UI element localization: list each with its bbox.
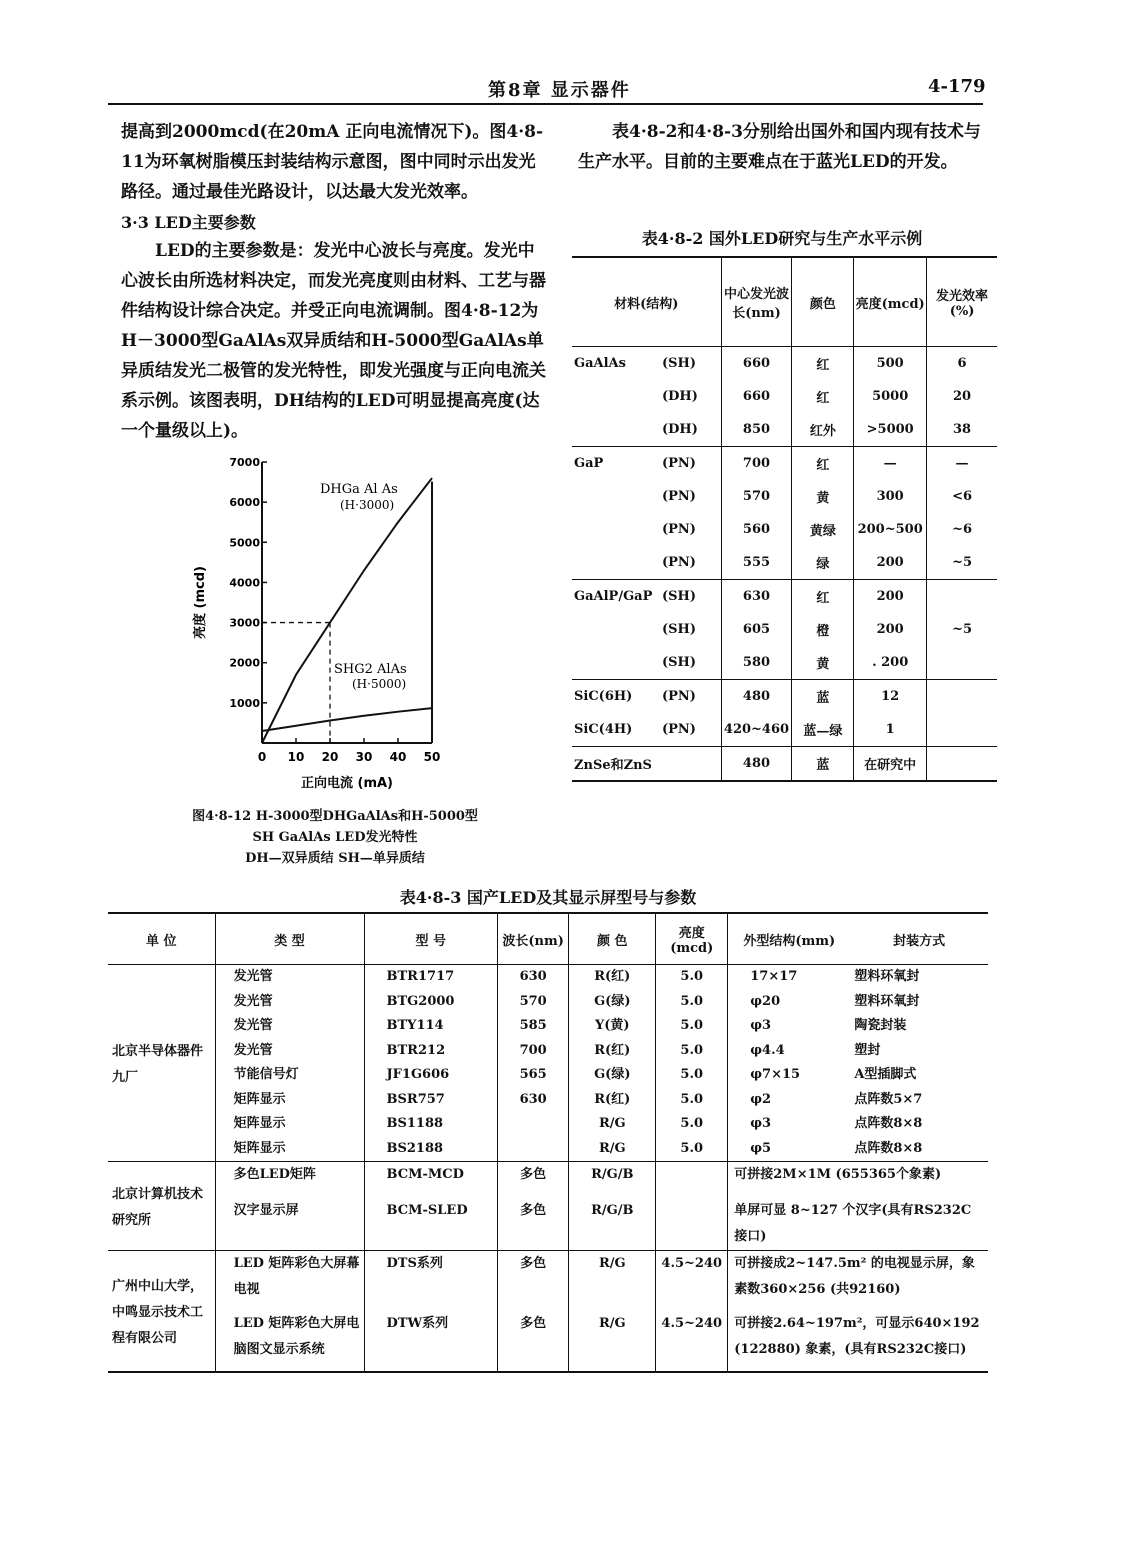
package-cell: 点阵数8×8	[854, 1116, 923, 1131]
efficiency-cell	[927, 747, 997, 782]
structure-type: (PN)	[662, 722, 696, 737]
wavelength-cell: 605	[721, 613, 792, 646]
model-cell: BTR1717	[364, 965, 497, 990]
wavelength-cell: 700	[721, 447, 792, 481]
wavelength-cell: 585	[497, 1014, 568, 1039]
table2-header-cell: 中心发光波长(nm)	[721, 257, 792, 347]
wavelength-cell: 630	[497, 965, 568, 990]
efficiency-cell	[927, 680, 997, 714]
y-tick-label: 1000	[229, 696, 260, 710]
color-cell: G(绿)	[569, 1063, 656, 1088]
wavelength-cell: 570	[497, 990, 568, 1015]
brightness-cell: 500	[854, 347, 927, 381]
x-tick-label: 20	[321, 750, 339, 764]
table-row	[108, 1014, 988, 1039]
wavelength-cell: 850	[721, 413, 792, 447]
efficiency-cell	[927, 580, 997, 614]
series-note-2: (H·5000)	[352, 677, 407, 691]
wavelength-cell: 555	[721, 546, 792, 580]
efficiency-cell	[927, 646, 997, 680]
figure-caption	[145, 806, 525, 869]
package-cell: 塑封	[854, 1042, 881, 1058]
structure-type: (SH)	[662, 589, 696, 604]
table2-container	[572, 256, 997, 782]
model-cell: BSR757	[364, 1088, 497, 1113]
table3-header-cell: 颜 色	[569, 913, 656, 965]
brightness-cell: 4.5~240	[656, 1251, 728, 1312]
structure-type: (PN)	[662, 522, 696, 537]
right-paragraph-1: 表4·8-2和4·8-3分别给出国外和国内现有技术与生产水平。目前的主要难点在于蓝光LED的开发。	[578, 122, 981, 172]
efficiency-cell: —	[927, 447, 997, 481]
wavelength-cell: 570	[721, 480, 792, 513]
table-row	[572, 546, 997, 580]
material-name: SiC(6H)	[574, 689, 633, 704]
description-cell: 单屏可显 8~127 个汉字(具有RS232C接口)	[728, 1198, 988, 1251]
color-cell: R(红)	[569, 1088, 656, 1113]
x-tick-label: 30	[355, 750, 373, 764]
table3-container	[108, 912, 988, 1373]
wavelength-cell: 480	[721, 680, 792, 714]
color-cell: R/G	[569, 1137, 656, 1162]
wavelength-cell: 630	[721, 580, 792, 614]
description-cell: 可拼接成2~147.5m² 的电视显示屏，象素数360×256 (共92160)	[728, 1251, 988, 1312]
brightness-cell: 5.0	[656, 990, 728, 1015]
material-cell	[572, 613, 721, 646]
table-row	[108, 1063, 988, 1088]
table-row	[108, 1088, 988, 1113]
color-cell: 黄绿	[792, 513, 854, 546]
brightness-cell	[656, 1198, 728, 1251]
brightness-cell: 1	[854, 713, 927, 747]
wavelength-cell: 420~460	[721, 713, 792, 747]
left-paragraph-2: LED的主要参数是：发光中心波长与亮度。发光中心波长由所选材料决定，而发光亮度则由材料、工艺与器件结构设计综合决定。并受正向电流调制。图4·8-12为H－3000型GaAlAs双异质结和H-5000型GaAlAs单异质结发光二极管的发光特性，即发光强度与正向电流关系示例。该图表明，DH结构的LED可明显提高亮度(达一个量级以上)。	[121, 241, 546, 441]
x-tick-label: 10	[287, 750, 305, 764]
series-label-1: DHGa Al As	[320, 482, 398, 497]
color-cell: 绿	[792, 546, 854, 580]
brightness-cell: 5.0	[656, 1088, 728, 1113]
efficiency-cell: 6	[927, 347, 997, 381]
brightness-cell: 300	[854, 480, 927, 513]
material-cell	[572, 646, 721, 680]
color-cell: Y(黄)	[569, 1014, 656, 1039]
chapter-heading: 第8章 显示器件	[488, 80, 631, 101]
type-cell: 发光管	[215, 1014, 364, 1039]
wavelength-cell	[497, 1137, 568, 1162]
wavelength-cell: 多色	[497, 1251, 568, 1312]
color-cell: R(红)	[569, 965, 656, 990]
wavelength-cell	[497, 1112, 568, 1137]
wavelength-cell: 660	[721, 380, 792, 413]
table2	[572, 256, 997, 782]
color-cell: R(红)	[569, 1039, 656, 1064]
material-cell	[572, 480, 721, 513]
shape-cell: φ3	[728, 1014, 851, 1039]
y-tick-label: 5000	[229, 536, 260, 550]
table-row	[108, 1198, 988, 1251]
type-cell: 矩阵显示	[215, 1137, 364, 1162]
table-row	[108, 1112, 988, 1137]
brightness-cell: 5.0	[656, 1112, 728, 1137]
table-row	[108, 1137, 988, 1162]
color-cell: R/G	[569, 1251, 656, 1312]
table2-header-cell: 材料(结构)	[614, 296, 679, 312]
brightness-cell: 5.0	[656, 1137, 728, 1162]
y-tick-label: 3000	[229, 616, 260, 630]
structure-type: (DH)	[662, 422, 698, 437]
table-row	[572, 646, 997, 680]
efficiency-cell: ~5	[927, 546, 997, 580]
color-cell: 红	[792, 447, 854, 481]
brightness-cell: 12	[854, 680, 927, 714]
shape-cell: φ2	[728, 1088, 851, 1113]
model-cell: DTS系列	[364, 1251, 497, 1312]
x-axis-label: 正向电流 (mA)	[300, 776, 394, 790]
material-cell	[572, 713, 721, 747]
material-cell	[572, 413, 721, 447]
efficiency-cell: ~5	[927, 613, 997, 646]
package-cell: 塑料环氧封	[854, 993, 920, 1009]
color-cell: 蓝	[792, 680, 854, 714]
efficiency-cell: 38	[927, 413, 997, 447]
table-row	[108, 1039, 988, 1064]
figure-caption-line-3: DH—双异质结 SH—单异质结	[245, 851, 425, 866]
color-cell: G(绿)	[569, 990, 656, 1015]
type-cell: 汉字显示屏	[215, 1198, 364, 1251]
x-tick-label: 50	[423, 750, 441, 764]
type-cell: 多色LED矩阵	[215, 1162, 364, 1199]
material-name: ZnSe和ZnS	[574, 758, 652, 773]
table-row	[572, 713, 997, 747]
material-cell	[572, 347, 721, 381]
unit-cell: 北京半导体器件九厂	[112, 1044, 204, 1085]
table-row	[572, 347, 997, 381]
description-cell: 可拼接2.64~197m²，可显示640×192 (122880) 象素，(具有RS232C接口)	[728, 1311, 988, 1372]
series-line-1	[262, 478, 432, 743]
material-cell	[572, 513, 721, 546]
structure-type: (PN)	[662, 689, 696, 704]
color-cell: R/G/B	[569, 1162, 656, 1199]
shape-cell: φ7×15	[728, 1063, 851, 1088]
structure-type: (SH)	[662, 655, 696, 670]
material-name: GaAlAs	[574, 356, 626, 371]
model-cell: BCM-SLED	[364, 1198, 497, 1251]
package-cell: A型插脚式	[854, 1067, 917, 1082]
description-cell: 可拼接2M×1M (655365个象素)	[728, 1162, 988, 1199]
structure-type: (SH)	[662, 622, 696, 637]
brightness-cell: 200	[854, 613, 927, 646]
y-tick-label: 7000	[229, 456, 260, 469]
shape-cell: φ4.4	[728, 1039, 851, 1064]
brightness-cell: 200	[854, 546, 927, 580]
table2-title: 表4·8-2 国外LED研究与生产水平示例	[641, 229, 923, 248]
table2-header-cell: 发光效率(%)	[927, 257, 997, 347]
figure-caption-line-1: 图4·8-12 H-3000型DHGaAlAs和H-5000型	[192, 809, 478, 824]
efficiency-cell: ~6	[927, 513, 997, 546]
unit-cell: 北京计算机技术研究所	[112, 1187, 204, 1228]
efficiency-cell: 20	[927, 380, 997, 413]
color-cell: R/G	[569, 1311, 656, 1372]
table3-header-cell: 单 位	[146, 933, 177, 949]
brightness-cell: 5.0	[656, 1063, 728, 1088]
material-cell	[572, 380, 721, 413]
table3-header-cell: 类 型	[215, 913, 364, 965]
table3-title: 表4·8-3 国产LED及其显示屏型号与参数	[399, 888, 697, 907]
type-cell: 矩阵显示	[215, 1088, 364, 1113]
material-name: GaAlP/GaP	[574, 589, 653, 604]
table3-header-cell: 型 号	[364, 913, 497, 965]
color-cell: 蓝	[792, 747, 854, 782]
shape-cell: φ3	[728, 1112, 851, 1137]
figure-caption-line-2: SH GaAlAs LED发光特性	[252, 830, 418, 845]
y-tick-label: 6000	[229, 496, 260, 510]
table2-header-cell: 颜色	[792, 257, 854, 347]
header-rule	[108, 103, 983, 105]
color-cell: 黄	[792, 646, 854, 680]
table-row	[572, 380, 997, 413]
table-row	[572, 480, 997, 513]
structure-type: (PN)	[662, 555, 696, 570]
type-cell: 发光管	[215, 965, 364, 990]
shape-cell: φ5	[728, 1137, 851, 1162]
model-cell: DTW系列	[364, 1311, 497, 1372]
wavelength-cell: 700	[497, 1039, 568, 1064]
table3-header-cell: 亮度(mcd)	[656, 913, 728, 965]
material-name: GaP	[574, 456, 604, 471]
y-tick-label: 4000	[229, 576, 260, 590]
type-cell: 发光管	[215, 1039, 364, 1064]
color-cell: 红	[792, 580, 854, 614]
brightness-cell: 5000	[854, 380, 927, 413]
wavelength-cell: 多色	[497, 1198, 568, 1251]
table-row	[108, 1251, 988, 1312]
table3-header-cell: 封装方式	[893, 933, 946, 949]
x-tick-label: 0	[257, 750, 267, 764]
brightness-cell: 5.0	[656, 1039, 728, 1064]
structure-type: (PN)	[662, 456, 696, 471]
model-cell: BCM-MCD	[364, 1162, 497, 1199]
type-cell: LED 矩阵彩色大屏电脑图文显示系统	[215, 1311, 364, 1372]
table3	[108, 912, 988, 1373]
brightness-cell: 5.0	[656, 965, 728, 990]
wavelength-cell: 多色	[497, 1162, 568, 1199]
y-axis-label: 亮度 (mcd)	[193, 566, 208, 639]
series-note-1: (H·3000)	[340, 498, 395, 512]
table-row	[108, 965, 988, 990]
structure-type: (DH)	[662, 389, 698, 404]
table3-header-cell: 波长(nm)	[497, 913, 568, 965]
wavelength-cell: 480	[721, 747, 792, 782]
table-row	[572, 680, 997, 714]
color-cell: 蓝—绿	[792, 713, 854, 747]
brightness-cell: 在研究中	[854, 747, 927, 782]
material-cell	[572, 580, 721, 614]
section-heading: 3·3 LED主要参数	[121, 213, 256, 232]
wavelength-cell: 580	[721, 646, 792, 680]
brightness-cell: 200~500	[854, 513, 927, 546]
wavelength-cell: 560	[721, 513, 792, 546]
efficiency-cell: <6	[927, 480, 997, 513]
x-tick-label: 40	[389, 750, 407, 764]
table3-header-cell: 外型结构(mm)	[728, 913, 851, 965]
series-line-2	[262, 708, 432, 731]
table-row	[572, 613, 997, 646]
brightness-cell: 4.5~240	[656, 1311, 728, 1372]
model-cell: BS2188	[364, 1137, 497, 1162]
color-cell: 黄	[792, 480, 854, 513]
material-cell	[572, 546, 721, 580]
table-row	[108, 990, 988, 1015]
material-cell	[572, 747, 721, 782]
table-row	[108, 1311, 988, 1372]
brightness-cell: 200	[854, 580, 927, 614]
brightness-cell: —	[854, 447, 927, 481]
model-cell: BTY114	[364, 1014, 497, 1039]
color-cell: 红	[792, 347, 854, 381]
package-cell: 点阵数5×7	[854, 1091, 923, 1107]
shape-cell: 17×17	[728, 965, 851, 990]
table-row	[572, 580, 997, 614]
model-cell: BS1188	[364, 1112, 497, 1137]
type-cell: 节能信号灯	[215, 1063, 364, 1088]
left-paragraph-1: 提高到2000mcd(在20mA 正向电流情况下)。图4·8-11为环氧树脂模压封装结构示意图，图中同时示出发光路径。通过最佳光路设计，以达最大发光效率。	[121, 122, 544, 202]
wavelength-cell: 660	[721, 347, 792, 381]
type-cell: 矩阵显示	[215, 1112, 364, 1137]
table-row	[108, 1162, 988, 1199]
package-cell: 点阵数8×8	[854, 1140, 923, 1156]
package-cell: 塑料环氧封	[854, 969, 920, 984]
wavelength-cell: 多色	[497, 1311, 568, 1372]
model-cell: BTG2000	[364, 990, 497, 1015]
color-cell: R/G	[569, 1112, 656, 1137]
y-tick-label: 2000	[229, 656, 260, 670]
brightness-cell: 5.0	[656, 1014, 728, 1039]
series-label-2: SHG2 AlAs	[334, 662, 407, 677]
unit-cell: 广州中山大学，中鸣显示技术工程有限公司	[112, 1279, 204, 1346]
color-cell: 红	[792, 380, 854, 413]
brightness-vs-current-chart	[160, 450, 460, 790]
table-row	[572, 513, 997, 546]
page-number: 4-179	[928, 76, 986, 97]
color-cell: R/G/B	[569, 1198, 656, 1251]
efficiency-cell	[927, 713, 997, 747]
table-row	[572, 747, 997, 782]
table-row	[572, 447, 997, 481]
structure-type: (SH)	[662, 356, 696, 371]
brightness-cell	[656, 1162, 728, 1199]
brightness-cell: . 200	[854, 646, 927, 680]
model-cell: BTR212	[364, 1039, 497, 1064]
package-cell: 陶瓷封装	[854, 1018, 907, 1033]
table-row	[572, 413, 997, 447]
structure-type: (PN)	[662, 489, 696, 504]
color-cell: 橙	[792, 613, 854, 646]
material-name: SiC(4H)	[574, 722, 633, 737]
wavelength-cell: 630	[497, 1088, 568, 1113]
wavelength-cell: 565	[497, 1063, 568, 1088]
table2-header-cell: 亮度(mcd)	[854, 257, 927, 347]
brightness-cell: >5000	[854, 413, 927, 447]
material-cell	[572, 680, 721, 714]
color-cell: 红外	[792, 413, 854, 447]
type-cell: 发光管	[215, 990, 364, 1015]
material-cell	[572, 447, 721, 481]
shape-cell: φ20	[728, 990, 851, 1015]
model-cell: JF1G606	[364, 1063, 497, 1088]
type-cell: LED 矩阵彩色大屏幕电视	[215, 1251, 364, 1312]
